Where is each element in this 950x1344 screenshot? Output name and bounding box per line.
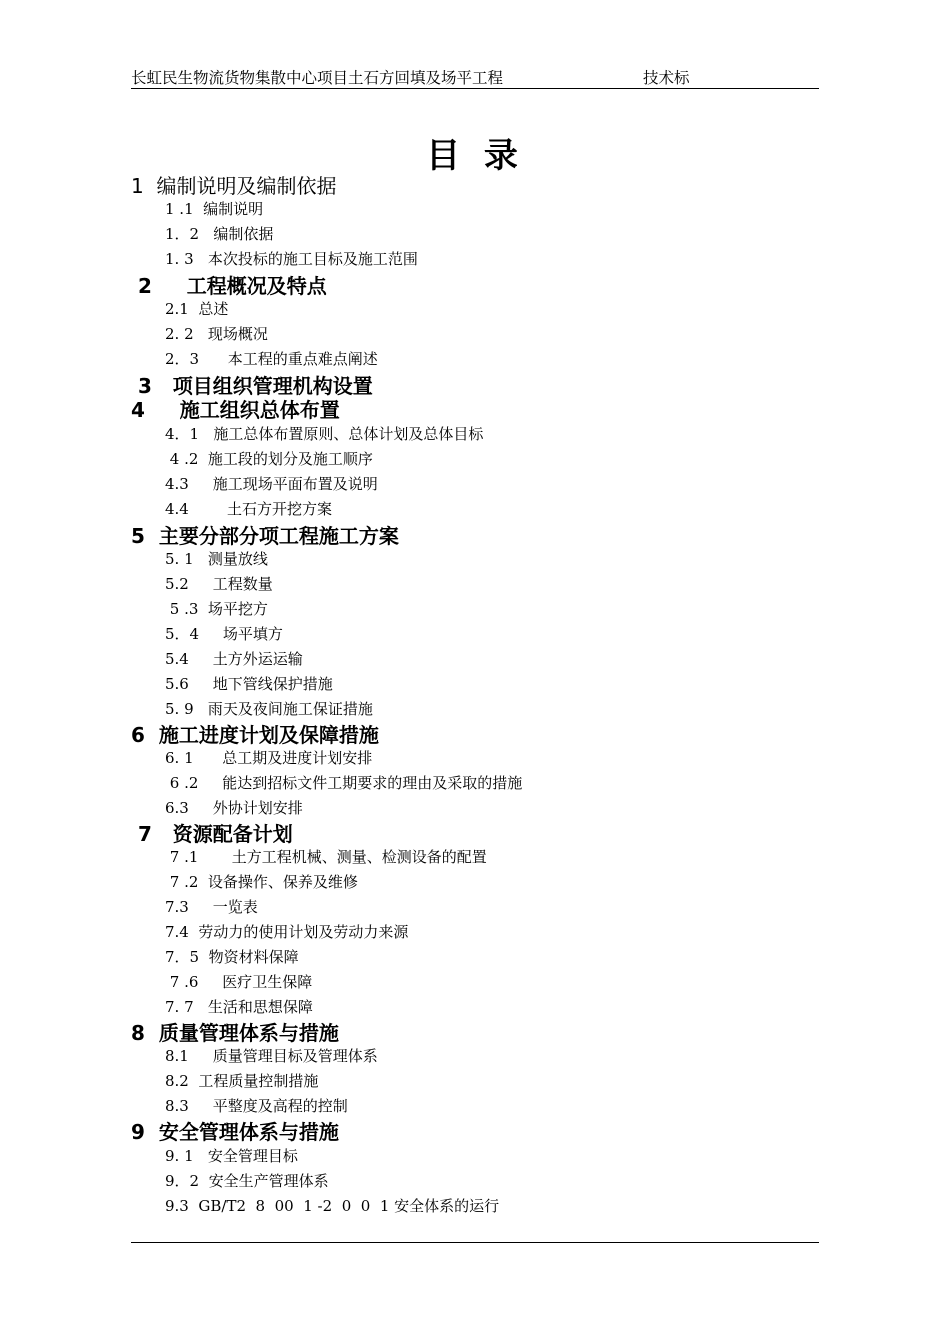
- toc-subsection-entry: 9.3 GB/T2 8 00 1 -2 0 0 1 安全体系的运行: [165, 1197, 500, 1215]
- toc-subsection-entry: 2.1 总述: [165, 300, 229, 318]
- toc-section-entry: 6 施工进度计划及保障措施: [131, 723, 379, 747]
- toc-subsection-entry: 9. 1 安全管理目标: [165, 1147, 298, 1165]
- toc-subsection-entry: 1．2 编制依据: [165, 225, 274, 243]
- toc-section-entry: 2 工程概况及特点: [131, 274, 327, 298]
- toc-section-entry: 3 项目组织管理机构设置: [131, 374, 373, 398]
- toc-subsection-entry: 5. 9 雨天及夜间施工保证措施: [165, 700, 373, 718]
- toc-subsection-entry: 8.2 工程质量控制措施: [165, 1072, 319, 1090]
- toc-subsection-entry: 2．3 本工程的重点难点阐述: [165, 350, 378, 368]
- toc-section-entry: 7 资源配备计划: [131, 822, 293, 846]
- toc-subsection-entry: 5.4 土方外运运输: [165, 650, 303, 668]
- toc-subsection-entry: 7．5 物资材料保障: [165, 948, 299, 966]
- toc-subsection-entry: 5. 1 测量放线: [165, 550, 268, 568]
- toc-section-entry: 8 质量管理体系与措施: [131, 1021, 339, 1045]
- toc-subsection-entry: 2. 2 现场概况: [165, 325, 268, 343]
- toc-subsection-entry: 7.3 一览表: [165, 898, 258, 916]
- toc-subsection-entry: 7 .2 设备操作、保养及维修: [165, 873, 358, 891]
- toc-section-entry: 1 编制说明及编制依据: [131, 174, 337, 198]
- toc-subsection-entry: 1. 3 本次投标的施工目标及施工范围: [165, 250, 418, 268]
- header-doc-type: 技术标: [643, 69, 690, 87]
- toc-subsection-entry: 1 .1 编制说明: [165, 200, 264, 218]
- toc-section-entry: 5 主要分部分项工程施工方案: [131, 524, 399, 548]
- toc-subsection-entry: 8.1 质量管理目标及管理体系: [165, 1047, 378, 1065]
- toc-subsection-entry: 7 .6 医疗卫生保障: [165, 973, 313, 991]
- toc-subsection-entry: 4 .2 施工段的划分及施工顺序: [165, 450, 373, 468]
- toc-subsection-entry: 6.3 外协计划安排: [165, 799, 303, 817]
- header-project-title: 长虹民生物流货物集散中心项目土石方回填及场平工程: [131, 69, 504, 87]
- toc-title: 目 录: [426, 136, 524, 176]
- toc-subsection-entry: 4．1 施工总体布置原则、总体计划及总体目标: [165, 425, 484, 443]
- toc-subsection-entry: 6 .2 能达到招标文件工期要求的理由及采取的措施: [165, 774, 523, 792]
- toc-subsection-entry: 4.3 施工现场平面布置及说明: [165, 475, 378, 493]
- toc-subsection-entry: 5 .3 场平挖方: [165, 600, 268, 618]
- footer-rule: [131, 1242, 819, 1243]
- toc-subsection-entry: 7.4 劳动力的使用计划及劳动力来源: [165, 923, 409, 941]
- toc-subsection-entry: 7. 7 生活和思想保障: [165, 998, 313, 1016]
- toc-section-entry: 4 施工组织总体布置: [131, 398, 340, 422]
- toc-subsection-entry: 4.4 土石方开挖方案: [165, 500, 333, 518]
- toc-subsection-entry: 7 .1 土方工程机械、测量、检测设备的配置: [165, 848, 487, 866]
- page-header: [131, 64, 819, 89]
- toc-subsection-entry: 6. 1 总工期及进度计划安排: [165, 749, 373, 767]
- toc-subsection-entry: 5．4 场平填方: [165, 625, 283, 643]
- toc-subsection-entry: 8.3 平整度及高程的控制: [165, 1097, 348, 1115]
- toc-subsection-entry: 5.6 地下管线保护措施: [165, 675, 333, 693]
- toc-section-entry: 9 安全管理体系与措施: [131, 1120, 339, 1144]
- toc-subsection-entry: 9．2 安全生产管理体系: [165, 1172, 329, 1190]
- toc-subsection-entry: 5.2 工程数量: [165, 575, 273, 593]
